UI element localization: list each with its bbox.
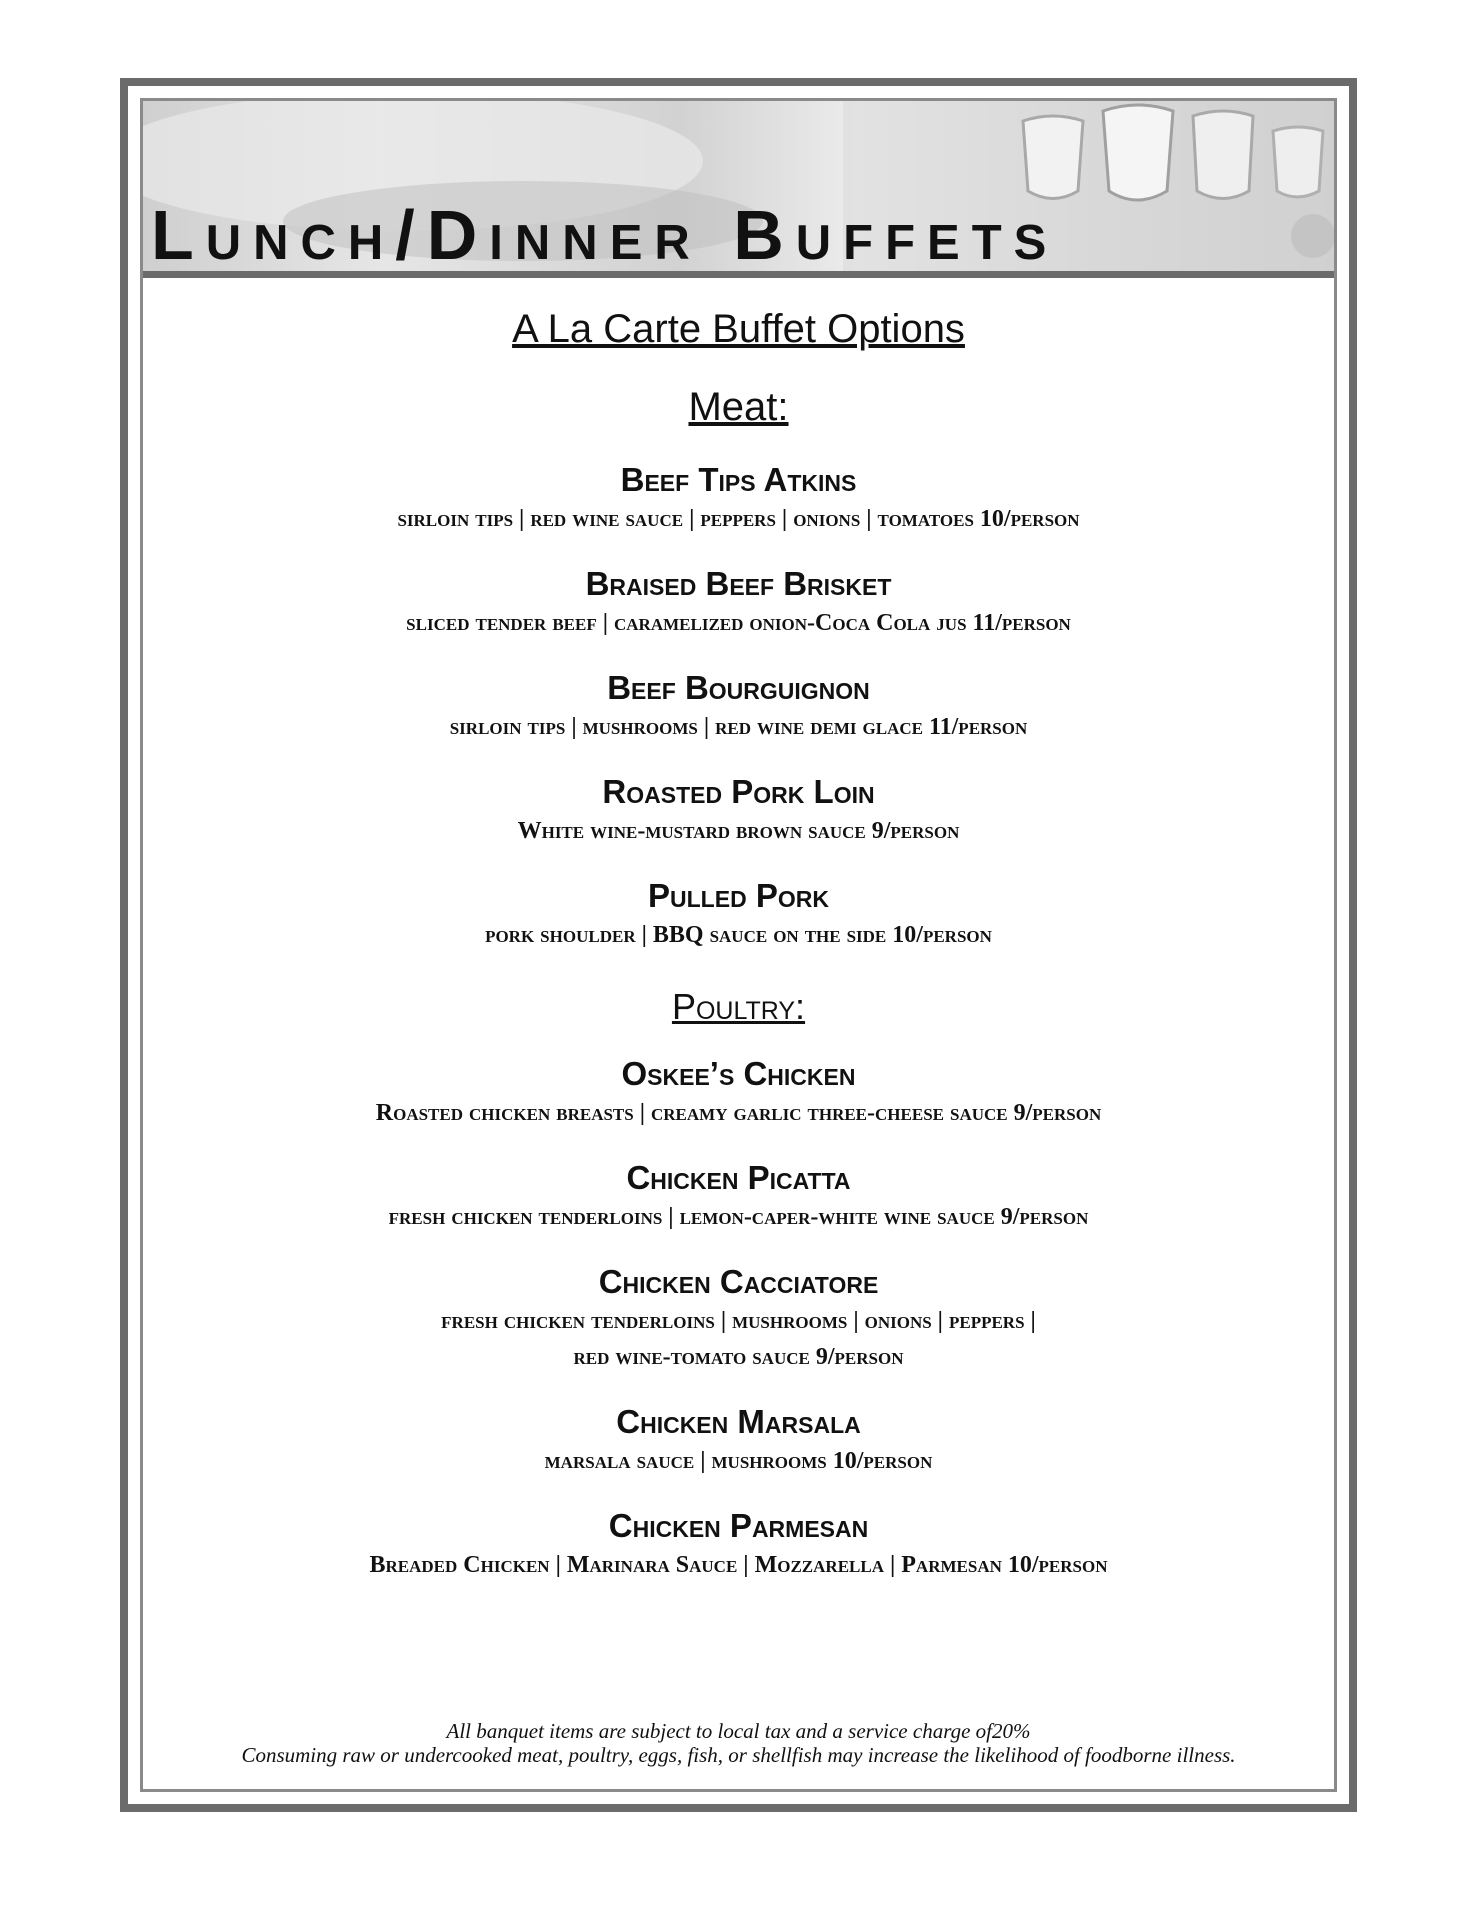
item-description: Breaded Chicken | Marinara Sauce | Mozzarella | Parmesan 10/person	[369, 1552, 1108, 1578]
footer-health-warning: Consuming raw or undercooked meat, poultry, eggs, fish, or shellfish may increase the likelihood of foodborne illness.	[241, 1743, 1236, 1767]
header-banner	[143, 101, 1334, 278]
item-name: Oskee’s Chicken	[621, 1055, 856, 1092]
item-description: sirloin tips | red wine sauce | peppers | onions | tomatoes 10/person	[397, 506, 1080, 532]
page-frame	[120, 78, 1357, 1812]
menu-item	[143, 1261, 1334, 1375]
item-name: Roasted Pork Loin	[602, 773, 875, 810]
item-name: Pulled Pork	[648, 877, 829, 914]
item-description: Roasted chicken breasts | creamy garlic three-cheese sauce 9/person	[375, 1100, 1102, 1126]
menu-item	[143, 771, 1334, 849]
item-description-line2: red wine-tomato sauce 9/person	[573, 1344, 904, 1370]
item-description: fresh chicken tenderloins | lemon-caper-white wine sauce 9/person	[388, 1204, 1089, 1230]
item-description: marsala sauce | mushrooms 10/person	[544, 1448, 933, 1474]
menu-subtitle: A La Carte Buffet Options	[512, 307, 965, 351]
menu-item	[143, 875, 1334, 953]
item-name: Chicken Parmesan	[608, 1507, 869, 1544]
item-name: Chicken Picatta	[626, 1159, 851, 1196]
menu-item	[143, 667, 1334, 745]
menu-item	[143, 459, 1334, 537]
item-description: pork shoulder | BBQ sauce on the side 10/person	[485, 922, 992, 948]
inner-frame	[140, 98, 1337, 1792]
item-name: Beef Bourguignon	[607, 669, 870, 706]
menu-item	[143, 1505, 1334, 1583]
footer-disclaimer	[143, 1719, 1334, 1767]
banner-title: Lunch/Dinner Buffets	[151, 196, 1059, 274]
item-description: White wine-mustard brown sauce 9/person	[517, 818, 960, 844]
item-name: Chicken Cacciatore	[598, 1263, 879, 1300]
item-name: Chicken Marsala	[616, 1403, 861, 1440]
menu-item	[143, 1053, 1334, 1131]
item-description: fresh chicken tenderloins | mushrooms | onions | peppers |	[441, 1308, 1036, 1334]
section-title-poultry: Poultry:	[671, 986, 806, 1027]
menu-item	[143, 1401, 1334, 1479]
item-description: sliced tender beef | caramelized onion-Coca Cola jus 11/person	[406, 610, 1071, 636]
footer-tax-note: All banquet items are subject to local tax and a service charge of20%	[446, 1719, 1031, 1743]
menu-item	[143, 563, 1334, 641]
menu-item	[143, 1157, 1334, 1235]
item-description: sirloin tips | mushrooms | red wine demi glace 11/person	[449, 714, 1028, 740]
section-title-meat: Meat:	[688, 385, 789, 429]
item-name: Beef Tips Atkins	[620, 461, 857, 498]
item-name: Braised Beef Brisket	[585, 565, 892, 602]
menu-content	[143, 301, 1334, 1609]
